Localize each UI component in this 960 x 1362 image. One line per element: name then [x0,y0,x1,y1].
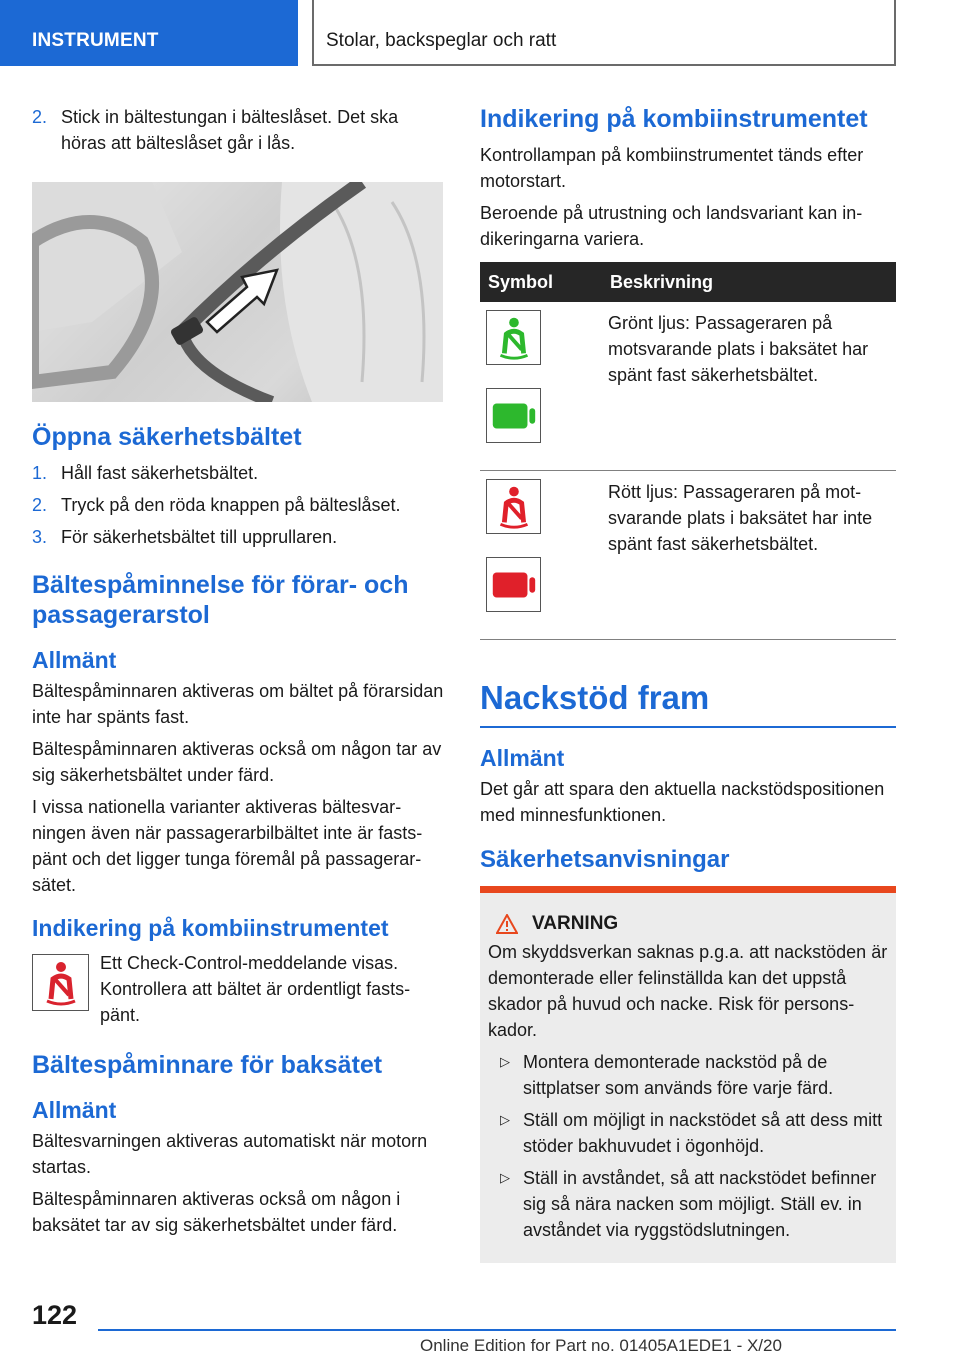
step-text: Stick in bältestungan i bälteslåset. Det ska höras att bälteslåset går i lås. [61,107,399,153]
warning-label: VARNING [532,913,619,934]
left-column [32,104,444,1244]
col-description: Beskrivning [602,262,896,302]
step-text: För säkerhetsbältet till upprullaren. [61,527,338,547]
red-seat-indicator-icon [486,557,541,612]
open-belt-title: Öppna säkerhetsbältet [32,423,302,451]
list-item [488,1107,888,1159]
paragraph: Kontrollampan på kombiinstrumentet tänds efter motorstart. [480,145,864,191]
step-number: 2. [32,107,48,127]
page-number: 122 [32,1300,78,1330]
list-item [32,524,444,550]
paragraph: Det går att spara den aktuella nackstödspositionen med minnesfunktionen. [480,779,885,825]
check-control-row [32,950,444,1028]
warning-box [480,886,896,1263]
open-belt-steps [32,460,444,550]
step-number: 3. [32,527,48,547]
list-item-text: Montera demonterade nackstöd på de sittplatser som används före varje färd. [523,1052,834,1098]
list-item [32,460,444,486]
step-number: 2. [32,495,48,515]
warning-text: Om skyddsverkan saknas p.g.a. att nackstöden är demonterade eller felinställda kan det uppstå skador på huvud och nacke. Risk för personskador. [488,942,888,1040]
footer-divider [98,1329,896,1331]
seatbelt-photo [32,182,443,402]
step-number: 1. [32,463,48,483]
list-item [488,1049,888,1101]
indication-heading: Indikering på kombiinstrumentet [32,915,389,941]
seatbelt-warning-icon [32,954,89,1011]
row-description: Rött ljus: Passageraren på motsvarande plats i baksätet har inte spänt fast säkerhetsbältet. [602,471,896,640]
table-row [480,471,896,640]
indication-text: Ett Check-Control-meddelande visas. Kontrollera att bältet är ordentligt fastspänt. [100,953,411,1025]
paragraph: Bältespåminnaren aktiveras också om någon tar av sig säkerhetsbältet under färd. [32,739,442,785]
reminder-title: Bältespåminnelse för förar- och passagerarstol [32,571,409,629]
paragraph: Bältespåminnaren aktiveras också om någon i baksätet tar av sig säkerhetsbältet under färd. [32,1189,401,1235]
col-symbol: Symbol [480,262,602,302]
edition-text: Online Edition for Part no. 01405A1EDE1 - X/20 [420,1336,782,1355]
chapter-tab [312,0,896,66]
paragraph: I vissa nationella varianter aktiveras bältesvarningen även när passagerarbilbältet inte är fastspänt och det ligger tunga föremål på passagerarsätet. [32,797,423,895]
section-tab [0,0,298,66]
headrest-title: Nackstöd fram [480,678,896,728]
section-title: INSTRUMENT [32,30,159,51]
general-heading: Allmänt [32,1097,117,1123]
table-header-row [480,262,896,302]
red-seatbelt-icon [486,479,541,534]
warning-title [488,911,888,937]
rear-reminder-title: Bältespåminnare för baksätet [32,1051,383,1079]
list-item [32,104,444,156]
list-item-text: Ställ in avståndet, så att nackstödet befinner sig så nära nacken som möjligt. Ställ ev. in avståndet via ryggstödslutningen. [523,1168,877,1240]
right-column [480,104,896,1263]
chapter-title: Stolar, backspeglar och ratt [326,30,557,51]
paragraph: Bältespåminnaren aktiveras om bältet på förarsidan inte har spänts fast. [32,681,444,727]
list-item [488,1165,888,1243]
paragraph: Bältesvarningen aktiveras automatiskt när motorn startas. [32,1131,428,1177]
bullet-triangle-icon: ▷ [500,1054,510,1069]
safety-heading: Säkerhetsanvisningar [480,846,730,873]
step-text: Tryck på den röda knappen på bälteslåset. [61,495,401,515]
bullet-triangle-icon: ▷ [500,1170,510,1185]
list-item [32,492,444,518]
warning-triangle-icon [496,914,518,934]
bullet-triangle-icon: ▷ [500,1112,510,1127]
general-heading: Allmänt [480,745,565,771]
general-heading: Allmänt [32,647,117,673]
row-description: Grönt ljus: Passageraren på motsvarande plats i baksätet har spänt fast säkerhetsbältet. [602,302,896,471]
list-item-text: Ställ om möjligt in nackstödet så att dess mitt stöder bakhuvudet i ögonhöjd. [523,1110,883,1156]
green-seatbelt-icon [486,310,541,365]
warning-list [488,1049,888,1243]
paragraph: Beroende på utrustning och landsvariant kan indikeringarna variera. [480,203,863,249]
green-seat-indicator-icon [486,388,541,443]
fasten-steps [32,104,444,156]
symbol-table [480,262,896,640]
indication-heading: Indikering på kombiinstrumentet [480,105,868,133]
step-text: Håll fast säkerhetsbältet. [61,463,259,483]
table-row [480,302,896,471]
